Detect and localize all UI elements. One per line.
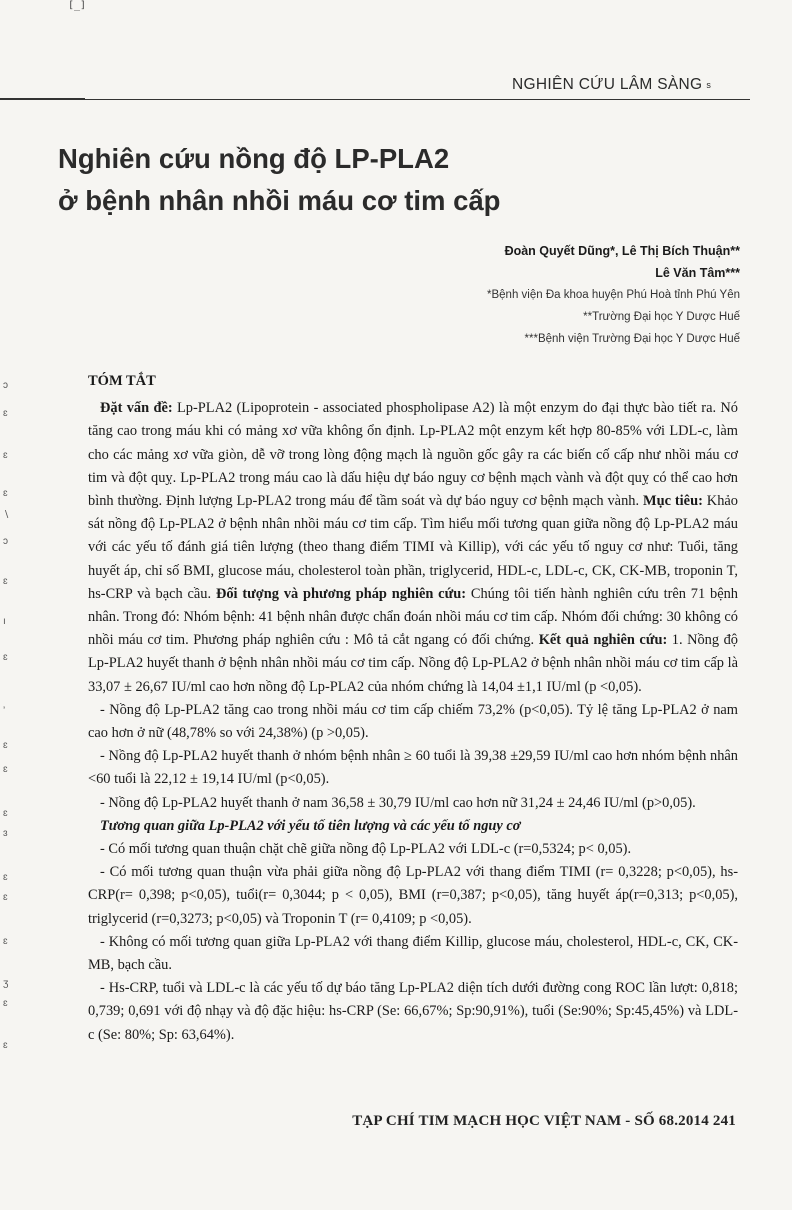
affiliation-1: *Bệnh viện Đa khoa huyện Phú Hoà tỉnh Phú Yên <box>487 289 740 301</box>
label-methods: Đối tượng và phương pháp nghiên cứu: <box>211 585 466 602</box>
title-line-2: ở bệnh nhân nhồi máu cơ tim cấp <box>58 185 501 216</box>
margin-mark: ʼ <box>3 706 6 717</box>
margin-mark: ɛ <box>3 576 8 587</box>
margin-mark: ɛ <box>3 872 8 883</box>
header-rule <box>85 99 750 100</box>
label-results: Kết quả nghiên cứu: <box>534 632 668 649</box>
margin-mark: ɛ <box>3 652 8 663</box>
section-header <box>512 76 742 94</box>
abstract-paragraph-9: - Hs-CRP, tuổi và LDL-c là các yếu tố dự báo tăng Lp-PLA2 diện tích dưới đường cong ROC lần lượt: 0,818; 0,739; 0,691 với độ nhạy và độ đặc hiệu: hs-CRP (Se: 66,67%; Sp:90,91%), tuổi (Se:90%; Sp:45,45%) và LDL-c (Se: 80%; Sp: 63,64%). <box>88 980 738 1043</box>
scan-top-mark: [_] <box>68 0 87 11</box>
margin-mark: ɛ <box>3 408 8 419</box>
text-results: 1. Nồng độ Lp-PLA2 huyết thanh ở bệnh nhân nhồi máu cơ tim cấp. Nồng độ Lp-PLA2 ở bệnh nhân nhồi máu cơ tim cấp là 33,07 ± 26,67 IU/ml cao hơn nồng độ Lp-PLA2 của nhóm chứng là 14,04 ±1,1 IU/ml (p <0,05). <box>88 632 738 695</box>
abstract-paragraph-2: - Nồng độ Lp-PLA2 tăng cao trong nhồi máu cơ tim cấp chiếm 73,2% (p<0,05). Tỷ lệ tăng Lp-PLA2 ở nam cao hơn ở nữ (48,78% so với 24,38%) (p >0,05). <box>88 701 738 742</box>
label-background: Đặt vấn đề: <box>100 400 173 417</box>
title-line-1: Nghiên cứu nồng độ LP-PLA2 <box>58 143 450 174</box>
header-mark: s <box>706 79 712 90</box>
text-methods: Chúng tôi tiến hành nghiên cứu trên 71 bệnh nhân. Trong đó: Nhóm bệnh: 41 bệnh nhân được chẩn đoán nhồi máu cơ tim cấp. Nhóm đối chứng: 30 không có nhồi máu cơ tim. Phương pháp nghiên cứu : Mô tả cắt ngang có đối chứng. <box>88 585 738 649</box>
margin-mark: ∖ <box>3 510 10 521</box>
margin-mark: ɛ <box>3 892 8 903</box>
article-title <box>58 138 738 222</box>
abstract-paragraph-3: - Nồng độ Lp-PLA2 huyết thanh ở nhóm bệnh nhân ≥ 60 tuổi là 39,38 ±29,59 IU/ml cao hơn nhóm bệnh nhân <60 tuổi là 22,12 ± 19,14 IU/ml (p<0,05). <box>88 748 738 788</box>
abstract-paragraph-7: - Có mối tương quan thuận vừa phải giữa nồng độ Lp-PLA2 với thang điểm TIMI (r= 0,3228; p<0,05), hs-CRP(r= 0,398; p<0,05), tuổi(r= 0,3044; p < 0,05), BMI (r=0,387; p<0,05), tăng huyết áp(r=0,313; p<0,05), triglycerid (r=0,3273; p<0,05) và Troponin T (r= 0,4109; p <0,05). <box>88 864 738 927</box>
abstract-paragraph-8: - Không có mối tương quan giữa Lp-PLA2 với thang điểm Killip, glucose máu, cholesterol, HDL-c, CK, CK-MB, bạch cầu. <box>88 933 738 974</box>
affiliation-3: ***Bệnh viện Trường Đại học Y Dược Huế <box>524 333 740 345</box>
affiliations <box>487 284 740 350</box>
margin-mark: ɛ <box>3 808 8 819</box>
margin-mark: ɔ <box>3 536 8 547</box>
abstract-paragraph-6: - Có mối tương quan thuận chặt chẽ giữa nồng độ Lp-PLA2 với LDL-c (r=0,5324; p< 0,05). <box>100 841 632 858</box>
author-line-1: Đoàn Quyết Dũng*, Lê Thị Bích Thuận** <box>504 244 740 258</box>
margin-mark: ɛ <box>3 1040 8 1051</box>
journal-footer: TẠP CHÍ TIM MẠCH HỌC VIỆT NAM - SỐ 68.2014 241 <box>352 1113 736 1129</box>
margin-mark: ɔ <box>3 380 8 391</box>
margin-mark: ɛ <box>3 998 8 1009</box>
text-objectives: Khảo sát nồng độ Lp-PLA2 ở bệnh nhân nhồi máu cơ tim cấp. Tìm hiểu mối tương quan giữa nồng độ Lp-PLA2 máu với các yếu tố đánh giá tiên lượng (theo thang điểm TIMI và Killip), với các yếu tố nguy cơ như: Tuổi, tăng huyết áp, chỉ số BMI, glucose máu, cholesterol toàn phần, triglycerid, HDL-c, LDL-c, CK, CK-MB, troponin T, hs-CRP và bạch cầu. <box>88 493 738 602</box>
margin-mark: ɛ <box>3 450 8 461</box>
margin-mark: ɛ <box>3 764 8 775</box>
text-background: Lp-PLA2 (Lipoprotein - associated phospholipase A2) là một enzym do đại thực bào tiết ra. Nó tăng cao trong máu khi có mảng xơ vữa không ổn định. Lp-PLA2 một enzym kết hợp 80-85% với LDL-c, làm cho các mảng xơ vữa giòn, dễ vỡ trong lòng động mạch là nguồn gốc gây ra các biến cố cấp như nhồi máu cơ tim và đột quỵ. Lp-PLA2 trong máu cao là dấu hiệu dự báo nguy cơ bệnh mạch vành và đột quỵ có thể cao hơn bình thường. Định lượng Lp-PLA2 trong máu để tầm soát và dự báo nguy cơ bệnh mạch vành. <box>88 400 738 510</box>
abstract <box>88 370 738 1047</box>
abstract-heading: TÓM TẮT <box>88 373 156 389</box>
author-line-2: Lê Văn Tâm*** <box>655 266 740 280</box>
margin-mark: ʒ <box>3 978 9 989</box>
correlation-heading: Tương quan giữa Lp-PLA2 với yếu tố tiên lượng và các yếu tố nguy cơ <box>100 817 521 834</box>
author-block <box>487 240 740 350</box>
section-header-text: NGHIÊN CỨU LÂM SÀNG <box>512 76 703 93</box>
abstract-paragraph-4: - Nồng độ Lp-PLA2 huyết thanh ở nam 36,58 ± 30,79 IU/ml cao hơn nữ 31,24 ± 24,46 IU/ml (p>0,05). <box>100 794 696 811</box>
header-rule-left <box>0 98 85 100</box>
affiliation-2: **Trường Đại học Y Dược Huế <box>583 311 740 323</box>
abstract-paragraph-1 <box>88 397 738 699</box>
margin-mark: ɛ <box>3 740 8 751</box>
margin-mark: ɜ <box>3 828 8 839</box>
margin-mark: ı <box>3 616 6 627</box>
margin-mark: ɛ <box>3 488 8 499</box>
author-names <box>487 240 740 284</box>
label-objectives: Mục tiêu: <box>639 493 703 510</box>
margin-mark: ɛ <box>3 936 8 947</box>
